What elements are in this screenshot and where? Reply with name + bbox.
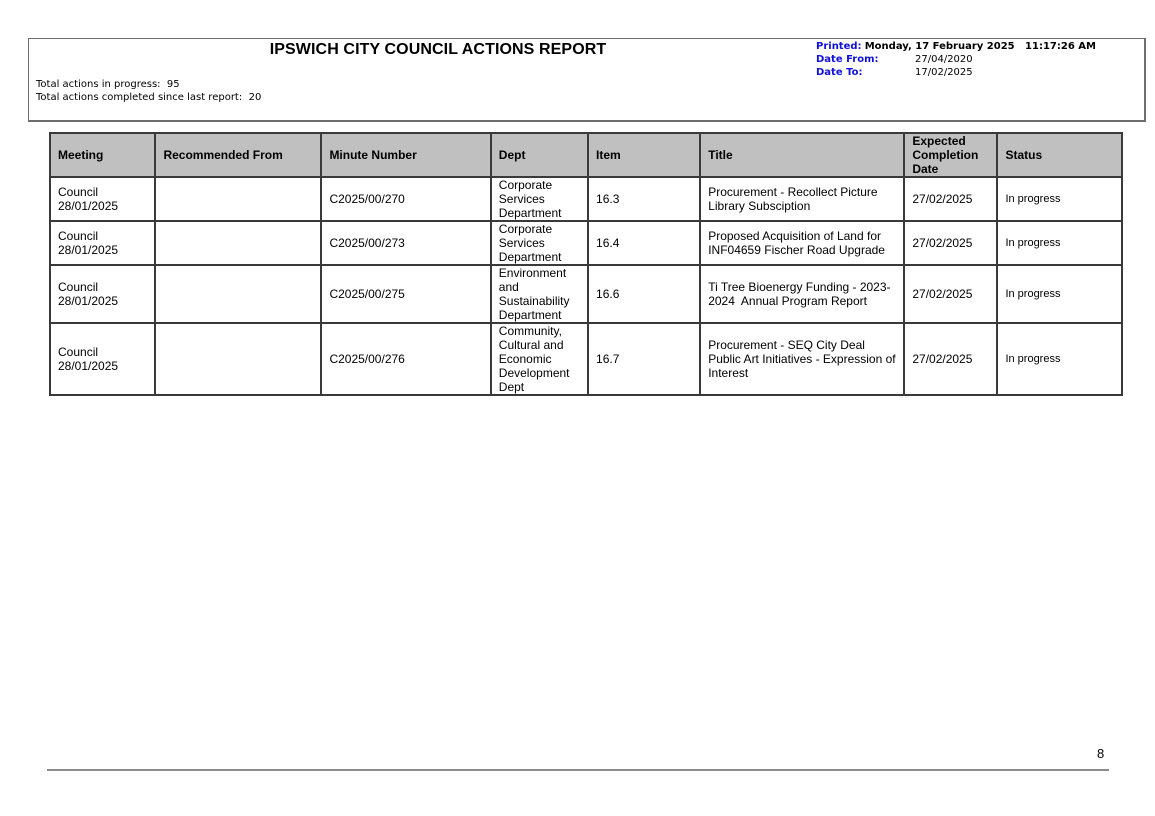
date-to-label: Date To:	[816, 67, 863, 78]
total-in-progress	[36, 78, 261, 91]
cell-recommended-from	[155, 265, 321, 323]
cell-meeting	[50, 177, 155, 221]
page-number: 8	[1097, 746, 1105, 761]
cell-meeting	[50, 221, 155, 265]
cell-expected-completion-date: 27/02/2025	[904, 265, 997, 323]
meeting-date: 28/01/2025	[58, 359, 119, 373]
footer-divider	[47, 769, 1109, 771]
cell-item: 16.7	[588, 323, 700, 395]
total-completed	[36, 91, 261, 104]
table-row	[50, 221, 1122, 265]
date-from-value: 27/04/2020	[915, 54, 973, 65]
cell-minute-number: C2025/00/275	[321, 265, 490, 323]
date-from-label: Date From:	[816, 54, 879, 65]
cell-dept: Corporate Services Department	[491, 221, 588, 265]
report-totals	[36, 78, 261, 104]
meeting-date: 28/01/2025	[58, 243, 119, 257]
date-to-row	[816, 66, 1096, 79]
cell-title: Procurement - Recollect Picture Library Subsciption	[700, 177, 904, 221]
header-dept: Dept	[491, 133, 588, 177]
total-in-progress-label: Total actions in progress:	[36, 79, 161, 90]
cell-status: In progress	[997, 323, 1122, 395]
header-recommended-from: Recommended From	[155, 133, 321, 177]
header-title: Title	[700, 133, 904, 177]
cell-expected-completion-date: 27/02/2025	[904, 323, 997, 395]
table-header-row	[50, 133, 1122, 177]
cell-item: 16.3	[588, 177, 700, 221]
total-completed-value: 20	[248, 92, 262, 103]
cell-title: Proposed Acquisition of Land for INF04659 Fischer Road Upgrade	[700, 221, 904, 265]
table-row	[50, 323, 1122, 395]
report-header	[28, 38, 1146, 122]
cell-status: In progress	[997, 221, 1122, 265]
total-in-progress-value: 95	[166, 79, 180, 90]
table-row	[50, 177, 1122, 221]
header-status: Status	[997, 133, 1122, 177]
cell-expected-completion-date: 27/02/2025	[904, 177, 997, 221]
cell-title: Procurement - SEQ City Deal Public Art Initiatives - Expression of Interest	[700, 323, 904, 395]
cell-dept: Corporate Services Department	[491, 177, 588, 221]
header-item: Item	[588, 133, 700, 177]
cell-dept: Community, Cultural and Economic Development Dept	[491, 323, 588, 395]
meeting-date: 28/01/2025	[58, 199, 119, 213]
cell-minute-number: C2025/00/273	[321, 221, 490, 265]
cell-dept: Environment and Sustainability Department	[491, 265, 588, 323]
header-minute-number: Minute Number	[321, 133, 490, 177]
cell-recommended-from	[155, 323, 321, 395]
printed-label: Printed:	[816, 41, 862, 52]
date-to-value: 17/02/2025	[915, 67, 973, 78]
cell-item: 16.4	[588, 221, 700, 265]
report-title: IPSWICH CITY COUNCIL ACTIONS REPORT	[269, 41, 607, 58]
actions-table	[49, 132, 1123, 396]
cell-recommended-from	[155, 177, 321, 221]
header-expected-completion-date: Expected Completion Date	[904, 133, 997, 177]
printed-row	[816, 40, 1096, 53]
header-meeting: Meeting	[50, 133, 155, 177]
cell-minute-number: C2025/00/270	[321, 177, 490, 221]
total-completed-label: Total actions completed since last report:	[36, 92, 243, 103]
date-from-row	[816, 53, 1096, 66]
report-meta	[816, 40, 1096, 79]
meeting-name: Council	[58, 345, 99, 359]
cell-recommended-from	[155, 221, 321, 265]
meeting-name: Council	[58, 229, 99, 243]
cell-expected-completion-date: 27/02/2025	[904, 221, 997, 265]
cell-status: In progress	[997, 177, 1122, 221]
cell-title: Ti Tree Bioenergy Funding - 2023-2024 Annual Program Report	[700, 265, 904, 323]
table-row	[50, 265, 1122, 323]
cell-item: 16.6	[588, 265, 700, 323]
printed-value: Monday, 17 February 2025 11:17:26 AM	[864, 41, 1096, 52]
cell-meeting	[50, 323, 155, 395]
meeting-name: Council	[58, 280, 99, 294]
meeting-name: Council	[58, 185, 99, 199]
meeting-date: 28/01/2025	[58, 294, 119, 308]
cell-status: In progress	[997, 265, 1122, 323]
cell-meeting	[50, 265, 155, 323]
cell-minute-number: C2025/00/276	[321, 323, 490, 395]
